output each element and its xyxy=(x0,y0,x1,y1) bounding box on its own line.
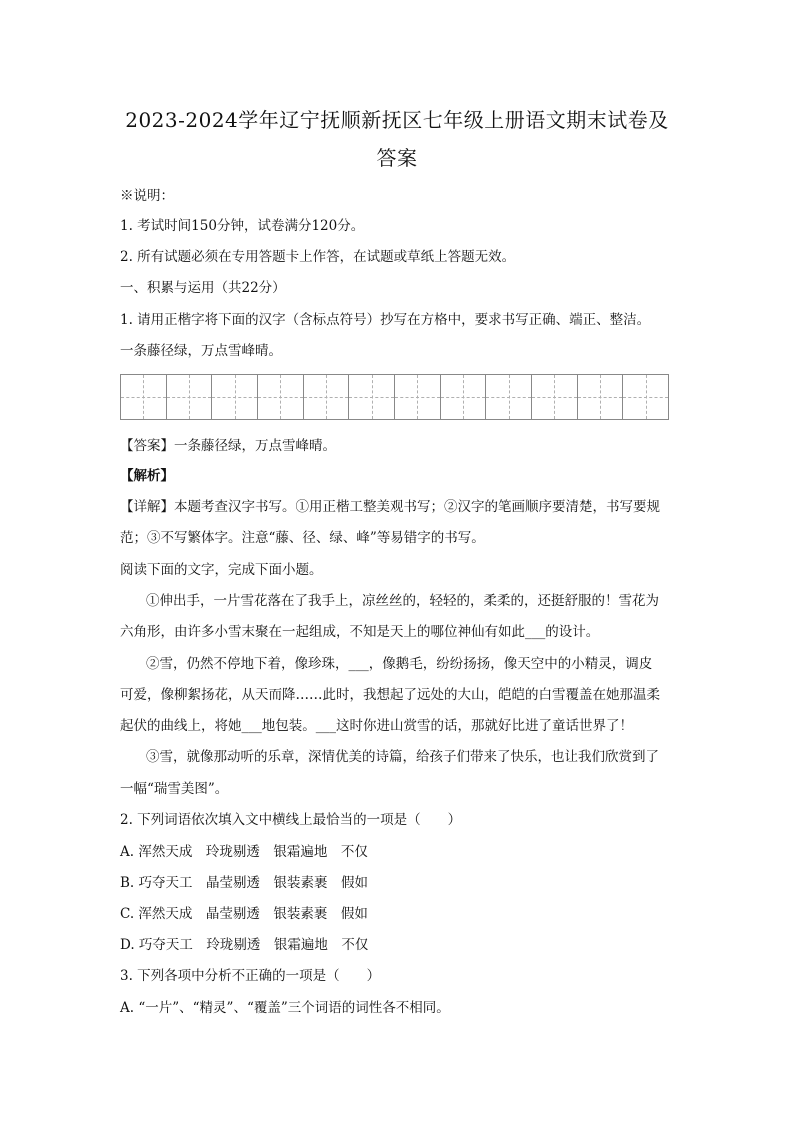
question-1-copy-text: 一条藤径绿，万点雪峰晴。 xyxy=(120,343,282,359)
instructions-header: ※说明： xyxy=(120,188,174,204)
grid-cell xyxy=(167,375,213,419)
instruction-item-2: 2. 所有试题必须在专用答题卡上作答，在试题或草纸上答题无效。 xyxy=(120,249,516,265)
grid-cell xyxy=(212,375,258,419)
passage-paragraph-2-line-3: 起伏的曲线上，将她___地包装。___这时你进山赏雪的话，那就好比进了童话世界了！ xyxy=(120,718,633,734)
question-3-prompt: 3. 下列各项中分析不正确的一项是（ ） xyxy=(120,968,381,984)
question-1-detail-line-2: 范；③不写繁体字。注意“藤、径、绿、峰”等易错字的书写。 xyxy=(120,530,485,546)
grid-cell xyxy=(532,375,578,419)
document-title-line-2: 答案 xyxy=(376,146,418,170)
question-2-option-c: C. 浑然天成 晶莹剔透 银装素裹 假如 xyxy=(120,906,368,922)
passage-paragraph-3-line-2: 一幅“瑞雪美图”。 xyxy=(120,781,229,797)
grid-cell xyxy=(349,375,395,419)
passage-paragraph-3-line-1: ③雪，就像那动听的乐章，深情优美的诗篇，给孩子们带来了快乐，也让我们欣赏到了 xyxy=(146,749,659,765)
question-2-prompt: 2. 下列词语依次填入文中横线上最恰当的一项是（ ） xyxy=(120,812,462,828)
question-1-analysis-label: 【解析】 xyxy=(120,468,174,484)
grid-cell xyxy=(441,375,487,419)
section-heading-1: 一、积累与运用（共22分） xyxy=(120,280,286,296)
instruction-item-1: 1. 考试时间150分钟，试卷满分120分。 xyxy=(120,218,365,234)
grid-cell xyxy=(395,375,441,419)
grid-cell xyxy=(578,375,624,419)
question-2-option-b: B. 巧夺天工 晶莹剔透 银装素裹 假如 xyxy=(120,875,369,891)
question-2-option-a: A. 浑然天成 玲珑剔透 银霜遍地 不仅 xyxy=(120,844,368,860)
passage-paragraph-2-line-2: 可爱，像柳絮扬花，从天而降……此时，我想起了远处的大山，皑皑的白雪覆盖在她那温柔 xyxy=(120,687,660,703)
question-1-prompt: 1. 请用正楷字将下面的汉字（含标点符号）抄写在方格中，要求书写正确、端正、整洁。 xyxy=(120,312,651,328)
document-title-line-1: 2023-2024学年辽宁抚顺新抚区七年级上册语文期末试卷及 xyxy=(125,108,669,132)
reading-instruction: 阅读下面的文字，完成下面小题。 xyxy=(120,562,323,578)
grid-cell xyxy=(258,375,304,419)
passage-paragraph-1-line-1: ①伸出手，一片雪花落在了我手上，凉丝丝的，轻轻的，柔柔的，还挺舒服的！雪花为 xyxy=(146,593,659,609)
question-1-answer: 【答案】一条藤径绿，万点雪峰晴。 xyxy=(120,438,336,454)
writing-grid xyxy=(120,374,669,420)
question-1-detail-line-1: 【详解】本题考查汉字书写。①用正楷工整美观书写；②汉字的笔画顺序要清楚，书写要规 xyxy=(120,499,660,515)
question-2-option-d: D. 巧夺天工 玲珑剔透 银霜遍地 不仅 xyxy=(120,937,369,953)
passage-paragraph-1-line-2: 六角形，由许多小雪末聚在一起组成，不知是天上的哪位神仙有如此___的设计。 xyxy=(120,624,600,640)
grid-cell xyxy=(486,375,532,419)
question-3-option-a: A. “一片”、“精灵”、“覆盖”三个词语的词性各不相同。 xyxy=(120,1000,450,1016)
grid-cell xyxy=(623,375,668,419)
grid-cell xyxy=(121,375,167,419)
grid-cell xyxy=(304,375,350,419)
passage-paragraph-2-line-1: ②雪，仍然不停地下着，像珍珠，___，像鹅毛，纷纷扬扬，像天空中的小精灵，调皮 xyxy=(146,656,653,672)
